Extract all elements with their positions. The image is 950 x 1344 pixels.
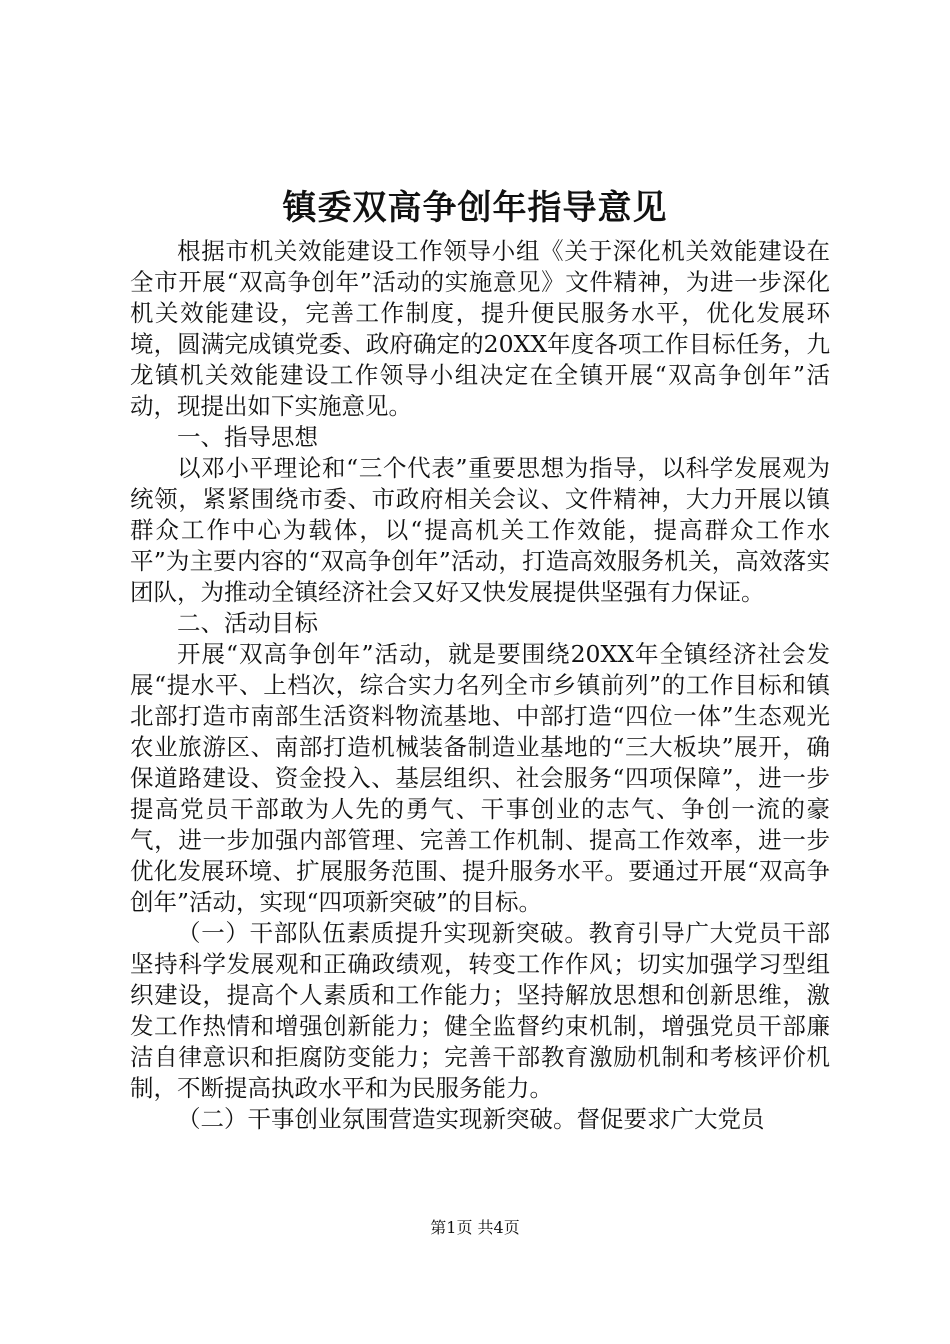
section-heading-guiding-thought: 一、指导思想 [177,423,318,451]
paragraph-intro: 根据市机关效能建设工作领导小组《关于深化机关效能建设在全市开展“双高争创年”活动的实施意见》文件精神，为进一步深化机关效能建设，完善工作制度，提升便民服务水平，优化发展环境，圆满完成镇党委、政府确定的20XX年度各项工作目标任务，九龙镇机关效能建设工作领导小组决定在全镇开展“双高争创年”活动，现提出如下实施意见。 [130,237,830,420]
paragraph-goal-one: （一）干部队伍素质提升实现新突破。教育引导广大党员干部坚持科学发展观和正确政绩观，转变工作作风；切实加强学习型组织建设，提高个人素质和工作能力；坚持解放思想和创新思维，激发工作热情和增强创新能力；健全监督约束机制，增强党员干部廉洁自律意识和拒腐防变能力；完善干部教育激励机制和考核评价机制，不断提高执政水平和为民服务能力。 [130,919,830,1102]
section-heading-activity-goals: 二、活动目标 [177,609,318,637]
document-body [130,236,830,1135]
paragraph-guiding-thought: 以邓小平理论和“三个代表”重要思想为指导，以科学发展观为统领，紧紧围绕市委、市政府相关会议、文件精神，大力开展以镇群众工作中心为载体，以“提高机关工作效能，提高群众工作水平”为主要内容的“双高争创年”活动，打造高效服务机关，高效落实团队，为推动全镇经济社会又好又快发展提供坚强有力保证。 [130,454,830,606]
document-title: 镇委双高争创年指导意见 [282,188,668,228]
paragraph-activity-goals: 开展“双高争创年”活动，就是要围绕20XX年全镇经济社会发展“提水平、上档次，综合实力名列全市乡镇前列”的工作目标和镇北部打造市南部生活资料物流基地、中部打造“四位一体”生态观光农业旅游区、南部打造机械装备制造业基地的“三大板块”展开，确保道路建设、资金投入、基层组织、社会服务“四项保障”，进一步提高党员干部敢为人先的勇气、干事创业的志气、争创一流的豪气，进一步加强内部管理、完善工作机制、提高工作效率，进一步优化发展环境、扩展服务范围、提升服务水平。要通过开展“双高争创年”活动，实现“四项新突破”的目标。 [130,640,830,916]
page-number-footer: 第1页 共4页 [430,1218,520,1237]
paragraph-goal-two: （二）干事创业氛围营造实现新突破。督促要求广大党员 [177,1105,765,1133]
